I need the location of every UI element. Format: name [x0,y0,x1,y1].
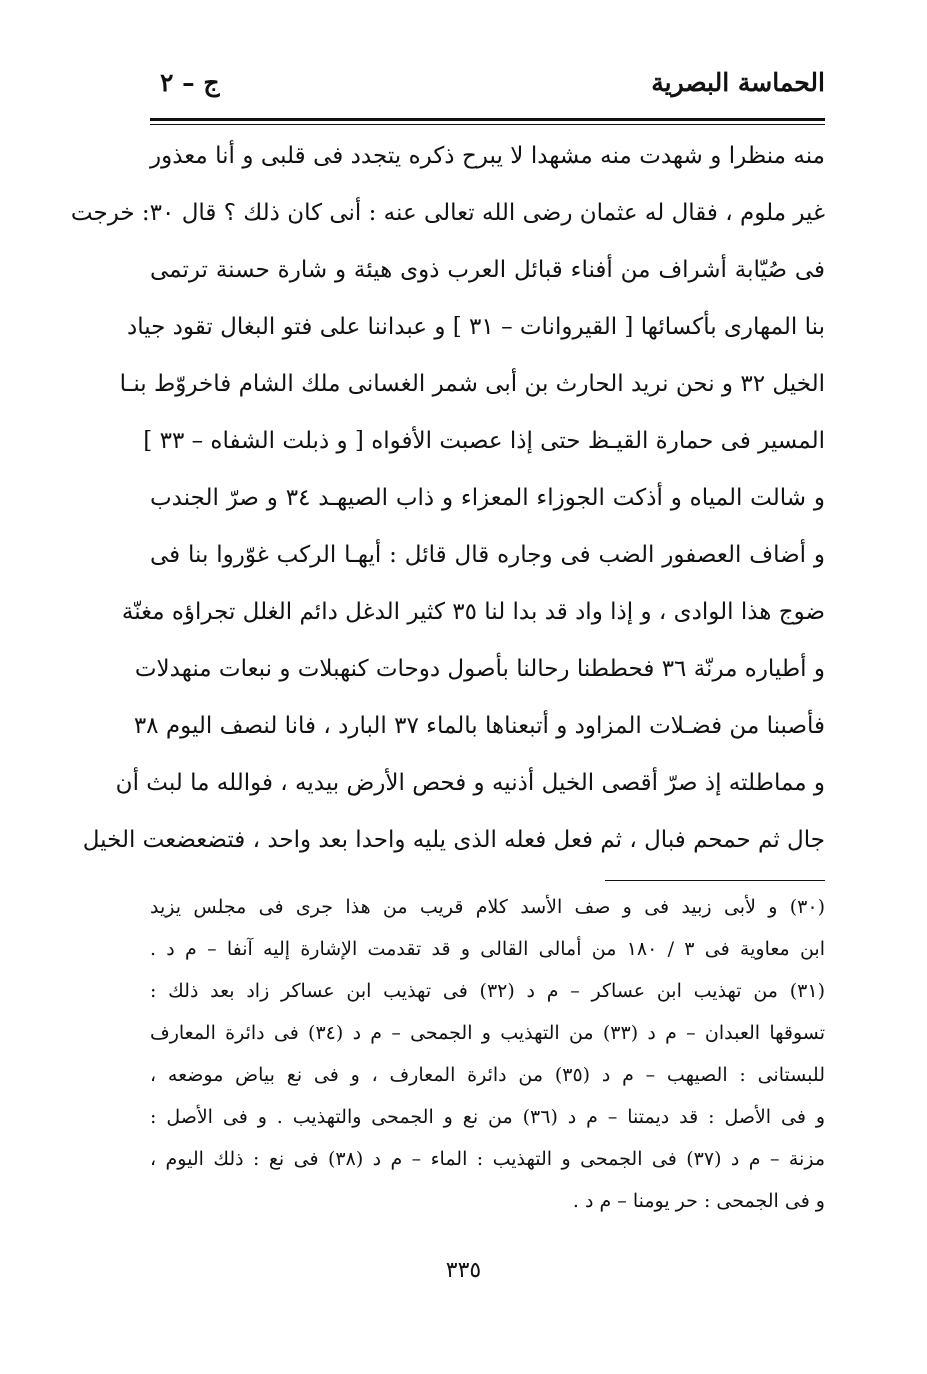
text-line: فى صُيّابة أشراف من أفناء قبائل العرب ذوى هيئة و شارة حسنة ترتمى [150,257,825,283]
text-line: ضوج هذا الوادى ، و إذا واد قد بدا لنا ٣٥ كثير الدغل دائم الغلل تجراؤه مغنّة [121,599,825,625]
footnotes [150,886,825,1222]
text-line: منه منظرا و شهدت منه مشهدا لا يبرح ذكره يتجدد فى قلبى و أنا معذور [150,143,825,169]
text-line: و أطياره مرنّة ٣٦ فحططنا رحالنا بأصول دوحات كنهبلات و نبعات منهدلات [134,656,825,682]
text-line: بنا المهارى بأكسائها [ القيروانات – ٣١ ] و عبداننا على فتو البغال تقود جياد [126,314,825,340]
footnote-line: مزنة – م د (٣٧) فى الجمحى و التهذيب : الماء – م د (٣٨) فى نع : ذلك اليوم ، [150,1148,825,1170]
footnote-line: (٣٠) و لأبى زبيد فى و صف الأسد كلام قريب من هذا جرى فى مجلس يزيد [150,896,825,918]
text-line: فأصبنا من فضـلات المزاود و أتبعناها بالماء ٣٧ البارد ، فانا لنصف اليوم ٣٨ [133,713,825,739]
footnote-separator [605,880,825,881]
text-line: الخيل ٣٢ و نحن نريد الحارث بن أبى شمر الغسانى ملك الشام فاخروّط بنـا [119,371,825,397]
page-number: ٣٣٥ [445,1258,482,1283]
text-line: غير ملوم ، فقال له عثمان رضى الله تعالى عنه : أنى كان ذلك ؟ قال ٣٠: خرجت [70,200,825,226]
footnote-line: و فى الأصل : قد ديمتنا – م د (٣٦) من نع و الجمحى والتهذيب . و فى الأصل : [150,1106,825,1128]
footnote-line: تسوقها العبدان – م د (٣٣) من التهذيب و الجمحى – م د (٣٤) فى دائرة المعارف [150,1022,825,1044]
footnote-line: ابن معاوية فى ٣ / ١٨٠ من أمالى القالى و قد تقدمت الإشارة إليه آنفا – م د . [150,938,825,960]
footnote-line: (٣١) من تهذيب ابن عساكر – م د (٣٢) فى تهذيب ابن عساكر زاد بعد ذلك : [150,980,825,1002]
text-line: و شالت المياه و أذكت الجوزاء المعزاء و ذاب الصيهـد ٣٤ و صرّ الجندب [150,485,825,511]
text-line: المسير فى حمارة القيـظ حتى إذا عصبت الأفواه [ و ذبلت الشفاه – ٣٣ ] [143,428,825,454]
page-header [150,62,825,112]
text-line: و أضاف العصفور الضب فى وجاره قال قائل : أيهـا الركب غوّروا بنا فى [150,542,825,568]
text-line: و مماطلته إذ صرّ أقصى الخيل أذنيه و فحص الأرض بيديه ، فوالله ما لبث أن [115,770,825,796]
main-text [70,128,825,869]
header-rule-thick [150,118,825,121]
running-title: الحماسة البصرية [651,68,825,97]
footnote-line: للبستانى : الصيهب – م د (٣٥) من دائرة المعارف ، و فى نع بياض موضعه ، [150,1064,825,1086]
text-line: جال ثم حمحم فبال ، ثم فعل فعله الذى يليه واحدا بعد واحد ، فتضعضعت الخيل [82,827,825,853]
header-rule-thin [150,124,825,125]
footnote-line: و فى الجمحى : حر يومنا – م د . [572,1190,825,1212]
part-label: ج – ٢ [160,68,220,97]
